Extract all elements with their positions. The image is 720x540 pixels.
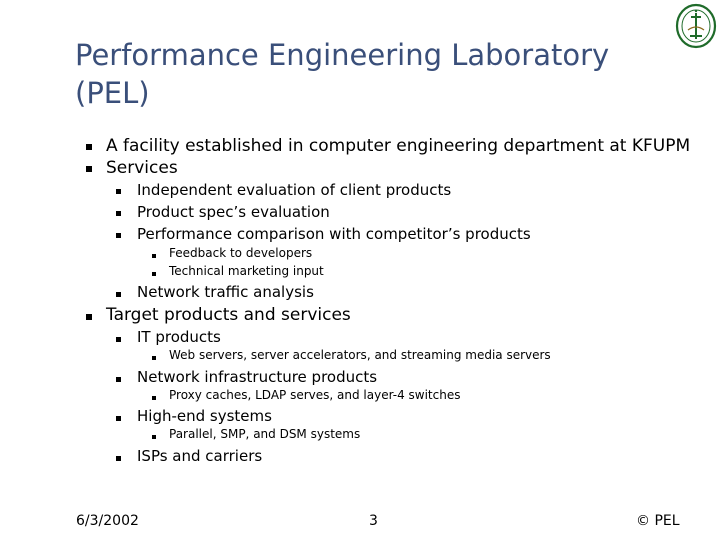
bullet-independent-evaluation: Independent evaluation of client products	[137, 181, 452, 199]
bullet-marker	[86, 144, 92, 150]
bullet-parallel-smp: Parallel, SMP, and DSM systems	[169, 427, 361, 441]
bullet-marker	[116, 337, 121, 342]
bullet-feedback: Feedback to developers	[169, 246, 313, 260]
bullet-performance-comparison: Performance comparison with competitor’s products	[137, 225, 531, 243]
bullet-marker	[116, 456, 121, 461]
bullet-marker	[86, 314, 92, 320]
footer-date: 6/3/2002	[76, 513, 139, 529]
bullet-marker	[116, 211, 121, 216]
slide-title-line-1: Performance Engineering Laboratory	[75, 38, 610, 72]
slide-title	[75, 36, 635, 112]
bullet-proxy-caches: Proxy caches, LDAP serves, and layer-4 switches	[169, 388, 461, 402]
bullet-network-infrastructure: Network infrastructure products	[137, 368, 378, 386]
bullet-network-traffic: Network traffic analysis	[137, 283, 314, 301]
bullet-marker	[116, 416, 121, 421]
bullet-marker	[116, 189, 121, 194]
slide-title-line-2: (PEL)	[75, 76, 150, 110]
bullet-marker	[152, 356, 156, 360]
kfupm-seal-icon	[674, 2, 718, 50]
footer-page-number: 3	[369, 513, 378, 529]
footer-copyright: © PEL	[636, 513, 680, 529]
bullet-target-products: Target products and services	[106, 305, 351, 325]
bullet-marker	[86, 166, 92, 172]
bullet-marker	[116, 233, 121, 238]
bullet-marker	[152, 254, 156, 258]
bullet-product-spec: Product spec’s evaluation	[137, 203, 330, 221]
bullet-marker	[152, 396, 156, 400]
bullet-marker	[152, 435, 156, 439]
bullet-isps-carriers: ISPs and carriers	[137, 447, 263, 465]
bullet-it-products: IT products	[137, 328, 221, 346]
bullet-marker	[152, 272, 156, 276]
bullet-services: Services	[106, 158, 178, 178]
bullet-technical-marketing: Technical marketing input	[169, 264, 324, 278]
bullet-marker	[116, 292, 121, 297]
bullet-high-end-systems: High-end systems	[137, 407, 272, 425]
bullet-web-servers: Web servers, server accelerators, and streaming media servers	[169, 348, 551, 362]
bullet-marker	[116, 377, 121, 382]
bullet-facility: A facility established in computer engineering department at KFUPM	[106, 136, 691, 156]
